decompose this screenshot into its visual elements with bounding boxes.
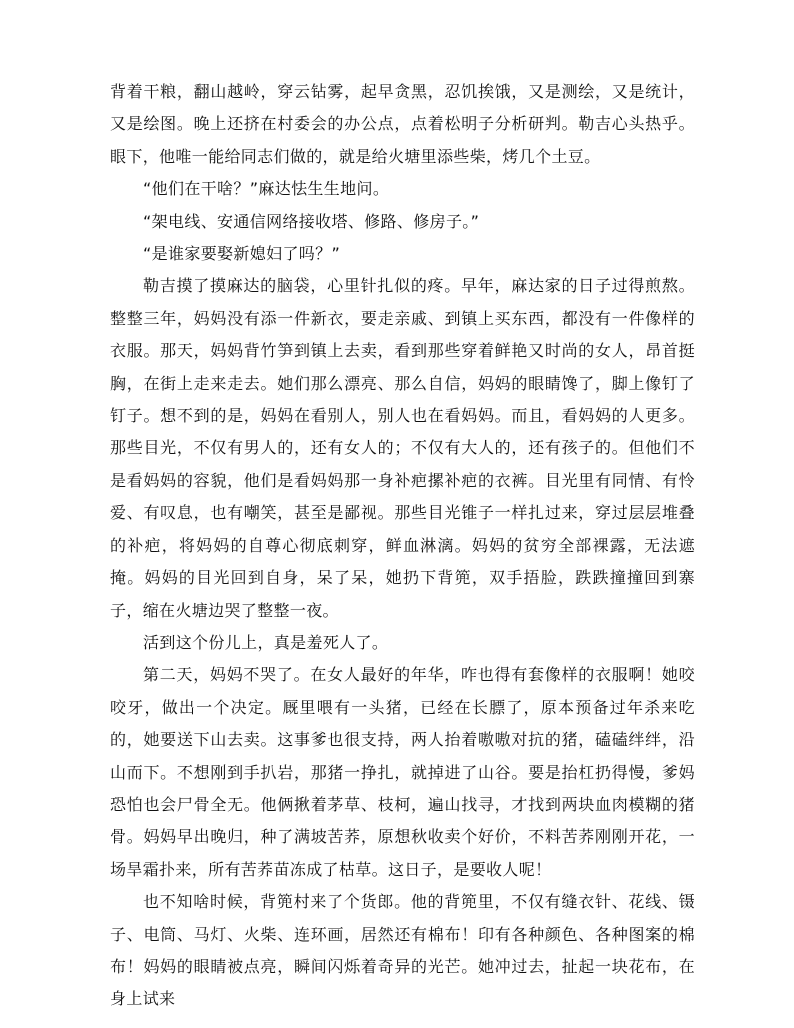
paragraph-7: 第二天，妈妈不哭了。在女人最好的年华，咋也得有套像样的衣服啊！她咬咬牙，做出一个决定。厩里喂有一头猪，已经在长膘了，原本预备过年杀来吃的，她要送下山去卖。这事爹也很支持，两人抬着嗷嗷对抗的猪，磕磕绊绊，沿山而下。不想刚到手扒岩，那猪一挣扎，就掉进了山谷。要是抬杠扔得慢，爹妈恐怕也会尸骨全无。他俩揪着茅草、枝柯，遍山找寻，才找到两块血肉模糊的猪骨。妈妈早出晚归，种了满坡苦荞，原想秋收卖个好价，不料苦荞刚刚开花，一场旱霜扑来，所有苦荞苗冻成了枯草。这日子，是要收人呢！ xyxy=(110,665,695,879)
paragraph-3-dialog: “架电线、安通信网络接收塔、修路、修房子。” xyxy=(143,211,480,231)
paragraph-5: 勒吉摸了摸麻达的脑袋，心里针扎似的疼。早年，麻达家的日子过得煎熬。整整三年，妈妈没有添一件新衣，要走亲戚、到镇上买东西，都没有一件像样的衣服。那天，妈妈背竹笋到镇上去卖，看到那些穿着鲜艳又时尚的女人，昂首挺胸，在街上走来走去。她们那么漂亮、那么自信，妈妈的眼睛馋了，脚上像钉了钉子。想不到的是，妈妈在看别人，别人也在看妈妈。而且，看妈妈的人更多。那些目光，不仅有男人的，还有女人的；不仅有大人的，还有孩子的。但他们不是看妈妈的容貌，他们是看妈妈那一身补疤摞补疤的衣裤。目光里有同情、有怜爱、有叹息，也有嘲笑，甚至是鄙视。那些目光锥子一样扎过来，穿过层层堆叠的补疤，将妈妈的自尊心彻底刺穿，鲜血淋漓。妈妈的贫穷全部裸露，无法遮掩。妈妈的目光回到自身，呆了呆，她扔下背篼，双手捂脸，跌跌撞撞回到寨子，缩在火塘边哭了整整一夜。 xyxy=(110,276,695,620)
paragraph-8: 也不知啥时候，背篼村来了个货郎。他的背篼里，不仅有缝衣针、花线、镊子、电筒、马灯、火柴、连环画，居然还有棉布！印有各种颜色、各种图案的棉布！妈妈的眼睛被点亮，瞬间闪烁着奇异的光芒。她冲过去，扯起一块花布，在身上试来 xyxy=(110,892,695,1009)
paragraph-2-dialog: “他们在干啥？”麻达怯生生地问。 xyxy=(143,179,390,199)
paragraph-6: 活到这个份儿上，真是羞死人了。 xyxy=(143,632,389,652)
article-body xyxy=(110,76,695,1016)
paragraph-4-dialog: “是谁家要娶新媳妇了吗？” xyxy=(143,244,341,264)
paragraph-1: 背着干粮，翻山越岭，穿云钻雾，起早贪黑，忍饥挨饿，又是测绘，又是统计，又是绘图。晚上还挤在村委会的办公点，点着松明子分析研判。勒吉心头热乎。眼下，他唯一能给同志们做的，就是给火塘里添些柴，烤几个土豆。 xyxy=(110,82,695,166)
